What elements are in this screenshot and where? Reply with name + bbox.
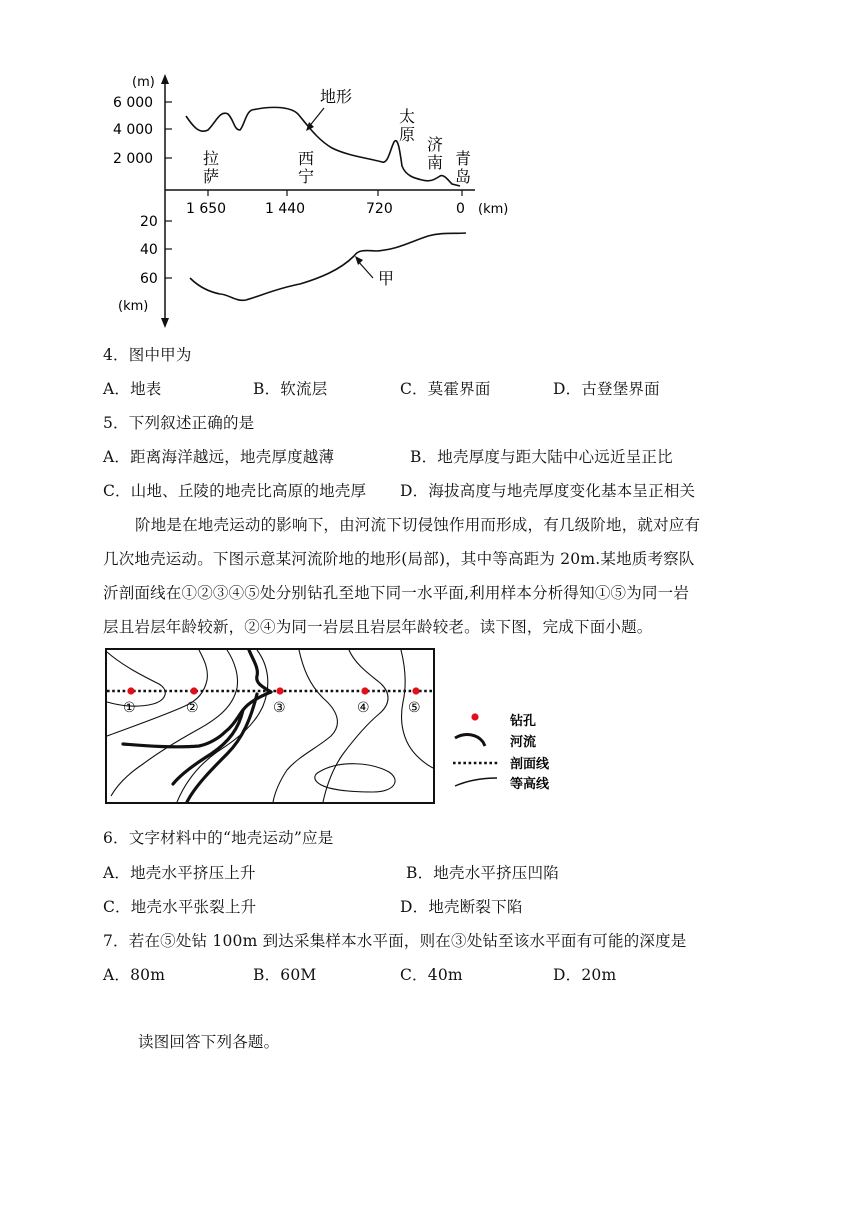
city-xining-1: 西 [298, 149, 315, 168]
q7-option-b[interactable]: B．60M [253, 966, 317, 984]
question-6-options-row2 [103, 895, 753, 915]
q7-option-c[interactable]: C．40m [400, 966, 463, 984]
axis-arrow-up [161, 74, 169, 84]
q6-option-b[interactable]: B．地壳水平挤压凹陷 [406, 864, 559, 882]
q4-option-c[interactable]: C．莫霍界面 [400, 380, 491, 398]
city-qingdao-1: 青 [455, 149, 472, 168]
map-frame [106, 649, 434, 803]
city-qingdao-2: 岛 [455, 167, 472, 186]
question-6-stem: 6．文字材料中的“地壳运动”应是 [103, 829, 334, 847]
well-label-5: ⑤ [408, 700, 421, 716]
map-legend [453, 713, 550, 792]
question-4-options [103, 377, 753, 397]
well-label-1: ① [123, 700, 136, 716]
material-line-3: 沂剖面线在①②③④⑤处分别钻孔至地下同一水平面,利用样本分析得知①⑤为同一岩 [103, 584, 690, 602]
city-jinan-1: 济 [427, 135, 444, 154]
axis-arrow-down [161, 318, 169, 328]
q4-option-d[interactable]: D．古登堡界面 [553, 380, 660, 398]
y-unit-label: (m) [132, 75, 155, 90]
legend-contour-label: 等高线 [510, 777, 550, 792]
x-tick-0: 0 [456, 201, 465, 217]
legend-borehole-icon [471, 713, 478, 720]
question-6-options-row1 [103, 861, 753, 881]
borehole-1 [127, 687, 134, 694]
q5-option-b[interactable]: B．地壳厚度与距大陆中心远近呈正比 [410, 448, 673, 466]
city-lasa-2: 萨 [203, 167, 220, 186]
city-taiyuan-1: 太 [399, 107, 416, 126]
borehole-5 [412, 687, 419, 694]
x-tick-720: 720 [366, 201, 393, 217]
well-label-4: ④ [357, 700, 370, 716]
q6-option-d[interactable]: D．地壳断裂下陷 [400, 898, 523, 916]
well-label-2: ② [186, 700, 199, 716]
next-section-instruction: 读图回答下列各题。 [138, 1033, 280, 1051]
legend-river-label: 河流 [510, 735, 537, 750]
y-tick-4000: 4 000 [113, 122, 154, 138]
terrain-label: 地形 [320, 87, 353, 106]
x-tick-1440: 1 440 [265, 201, 306, 217]
terrain-curve [186, 107, 460, 186]
question-5-options-row2 [103, 479, 753, 499]
borehole-4 [361, 687, 368, 694]
q7-option-d[interactable]: D．20m [553, 966, 617, 984]
q6-option-a[interactable]: A．地壳水平挤压上升 [103, 864, 256, 882]
material-line-2: 几次地壳运动。下图示意某河流阶地的地形(局部)，其中等高距为 20m.某地质考察队 [103, 550, 695, 568]
question-7-options [103, 963, 753, 983]
q4-option-a[interactable]: A．地表 [103, 380, 162, 398]
depth-unit-label: (km) [118, 299, 149, 314]
question-4-stem: 4．图中甲为 [103, 346, 192, 364]
y-tick-2000: 2 000 [113, 151, 154, 167]
well-label-3: ③ [273, 700, 286, 716]
legend-section-label: 剖面线 [510, 757, 550, 772]
q4-option-b[interactable]: B．软流层 [253, 380, 328, 398]
legend-borehole-label: 钻孔 [510, 714, 537, 729]
depth-tick-20: 20 [140, 214, 158, 230]
city-jinan-2: 南 [427, 153, 444, 172]
material-line-1: 阶地是在地壳运动的影响下，由河流下切侵蚀作用而形成，有几级阶地，就对应有 [135, 516, 701, 534]
x-unit-label: (km) [478, 202, 509, 217]
question-5-stem: 5．下列叙述正确的是 [103, 414, 255, 432]
borehole-2 [190, 687, 197, 694]
x-tick-1650: 1 650 [186, 201, 227, 217]
river-terrace-map [103, 646, 563, 808]
q6-option-c[interactable]: C．地壳水平张裂上升 [103, 898, 257, 916]
city-taiyuan-2: 原 [399, 125, 416, 144]
legend-contour-icon [455, 778, 497, 786]
y-tick-6000: 6 000 [113, 95, 154, 111]
terrain-crust-profile-figure [110, 70, 530, 330]
question-5-options-row1 [103, 445, 753, 465]
depth-tick-60: 60 [140, 271, 158, 287]
borehole-3 [276, 687, 283, 694]
q5-option-d[interactable]: D．海拔高度与地壳厚度变化基本呈正相关 [400, 482, 696, 500]
material-line-4: 层且岩层年龄较新，②④为同一岩层且岩层年龄较老。读下图，完成下面小题。 [103, 618, 653, 636]
q5-option-a[interactable]: A．距离海洋越远，地壳厚度越薄 [103, 448, 335, 466]
jia-label: 甲 [378, 269, 395, 288]
q7-option-a[interactable]: A．80m [103, 966, 166, 984]
city-lasa-1: 拉 [203, 149, 220, 168]
question-7-stem: 7．若在⑤处钻 100m 到达采集样本水平面，则在③处钻至该水平面有可能的深度是 [103, 932, 687, 950]
legend-river-icon [455, 735, 485, 746]
depth-tick-40: 40 [140, 242, 158, 258]
q5-option-c[interactable]: C．山地、丘陵的地壳比高原的地壳厚 [103, 482, 367, 500]
moho-curve [190, 233, 466, 300]
city-xining-2: 宁 [298, 167, 315, 186]
